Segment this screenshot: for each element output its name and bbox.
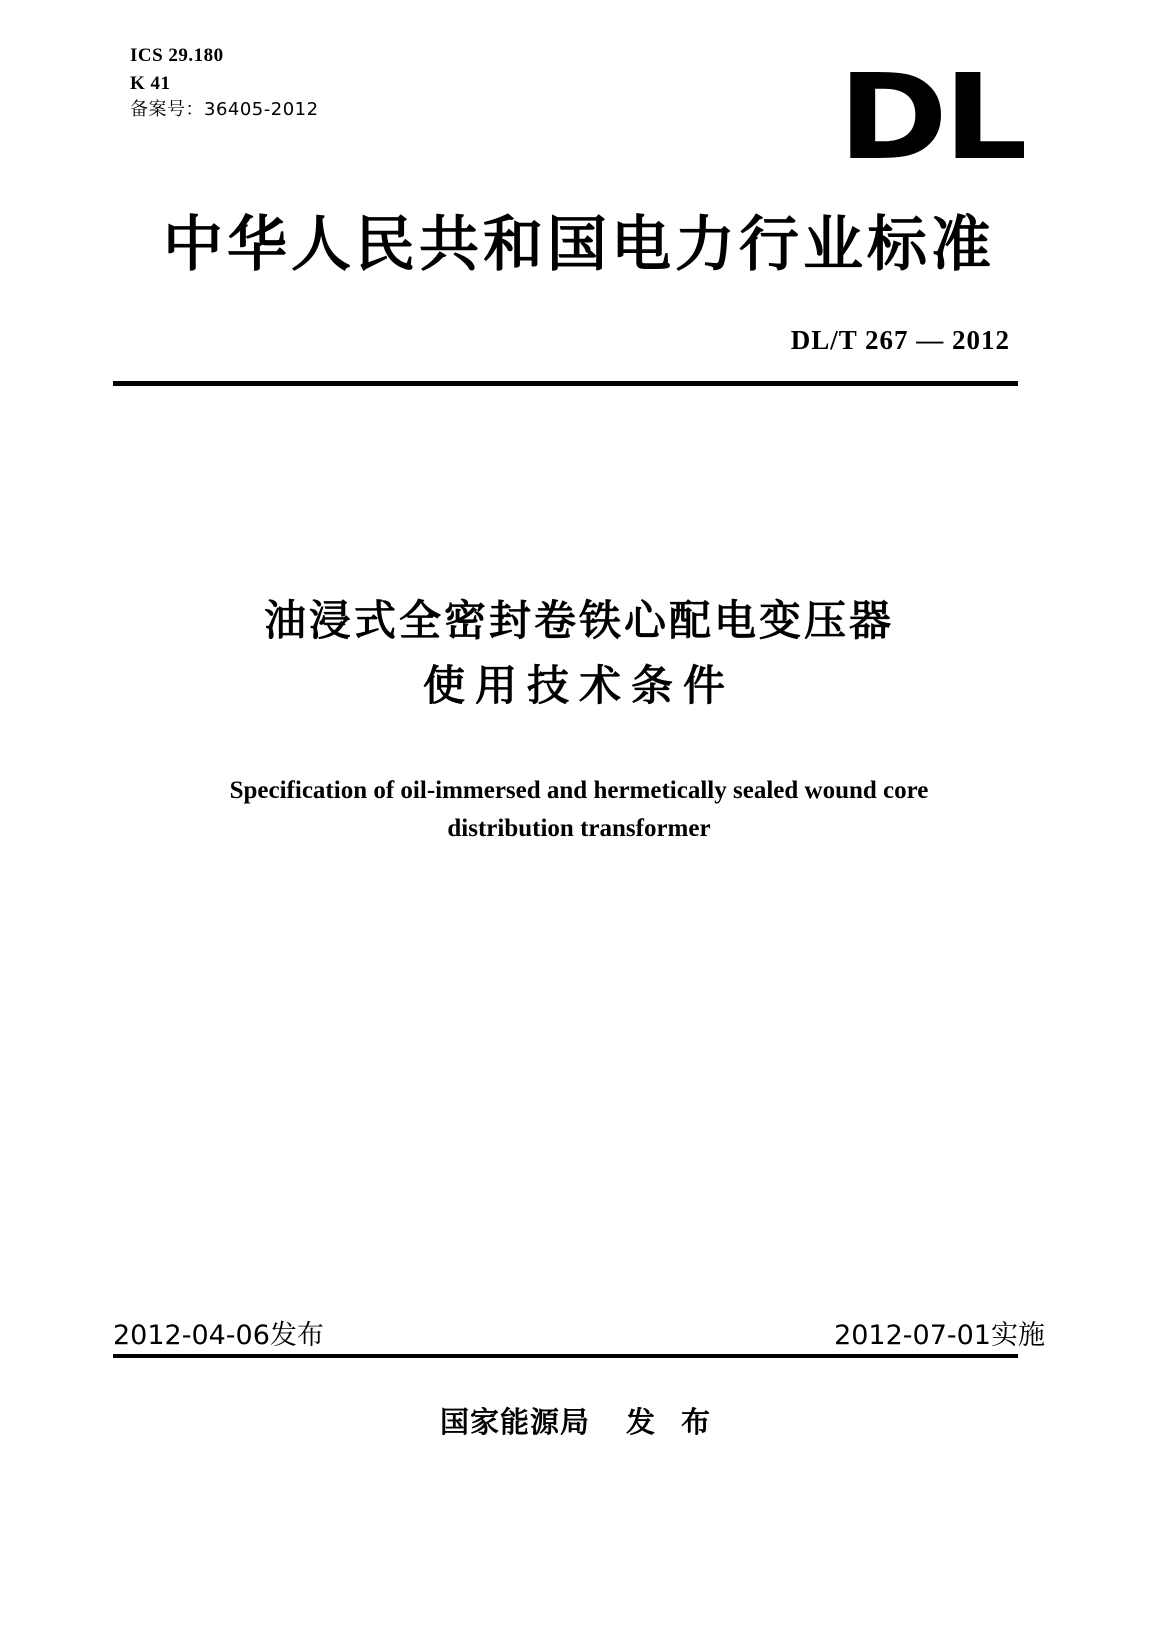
publisher-organization: 国家能源局 [439, 1405, 590, 1439]
record-number: 备案号：36405-2012 [130, 99, 319, 121]
ics-code: ICS 29.180 [130, 45, 224, 66]
divider-bottom [113, 1354, 1018, 1358]
document-title-cn-line2: 使用技术条件 [422, 661, 735, 711]
publisher-verb: 发 布 [625, 1405, 719, 1439]
effective-date: 2012-07-01实施 [834, 1320, 1045, 1351]
dl-logo: DL [838, 48, 1023, 186]
page-title: 中华人民共和国电力行业标准 [163, 210, 995, 280]
publisher [0, 1400, 1158, 1441]
document-title-en-line1: Specification of oil-immersed and hermetically sealed wound core [229, 777, 929, 804]
document-title-cn-line1: 油浸式全密封卷铁心配电变压器 [263, 596, 894, 645]
document-title-cn [0, 588, 1158, 718]
document-meta-block [130, 42, 319, 123]
issue-date: 2012-04-06发布 [113, 1320, 324, 1351]
document-title-en-line2: distribution transformer [447, 814, 711, 842]
document-title-en [0, 772, 1158, 847]
divider-top [113, 381, 1018, 386]
classification-code: K 41 [130, 72, 171, 94]
standard-number: DL/T 267 — 2012 [790, 325, 1010, 355]
